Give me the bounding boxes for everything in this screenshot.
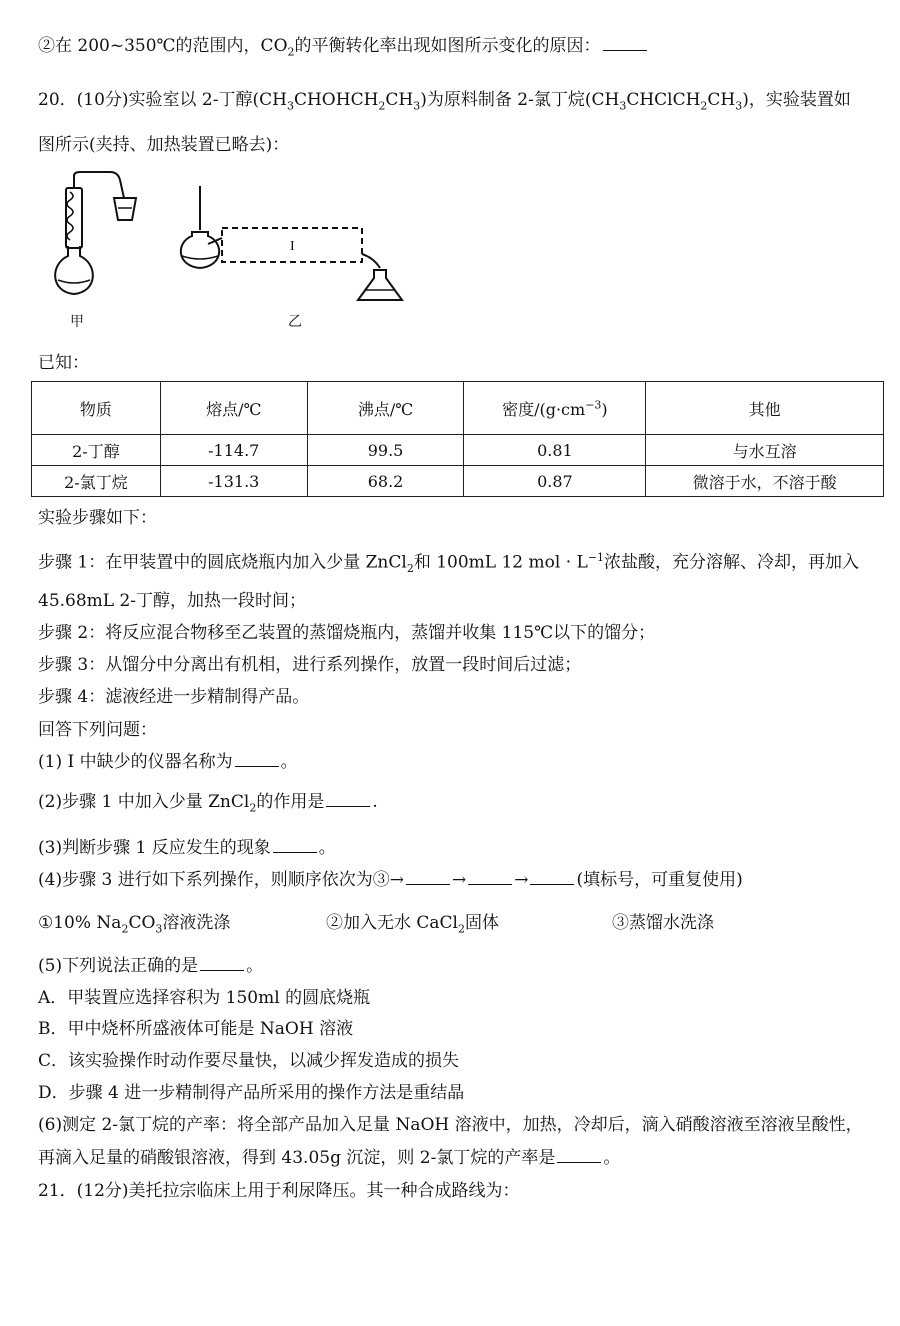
- step1-line2: 45.68mL 2-丁醇，加热一段时间；: [38, 591, 307, 611]
- q20-intro-line2: 图所示(夹持、加热装置已略去)：: [38, 135, 290, 155]
- apparatus-diagram: [40, 168, 410, 333]
- known-heading: 已知：: [38, 353, 89, 373]
- answer-blank: [557, 1146, 601, 1163]
- part5: (5)下列说法正确的是 。: [38, 956, 264, 976]
- part3: (3)判断步骤 1 反应发生的现象 。: [38, 838, 336, 858]
- step2: 步骤 2：将反应混合物移至乙装置的蒸馏烧瓶内，蒸馏并收集 115℃以下的馏分；: [38, 623, 656, 643]
- answer-blank: [468, 868, 512, 885]
- table-row: 2-氯丁烷 -131.3 68.2 0.87 微溶于水，不溶于酸: [32, 466, 884, 497]
- answer-blank: [530, 868, 574, 885]
- answer-blank: [406, 868, 450, 885]
- answer-blank: [326, 790, 370, 807]
- step4: 步骤 4：滤液经进一步精制得产品。: [38, 687, 310, 707]
- option-2: ②加入无水 CaCl$_2$固体: [326, 913, 499, 936]
- choice-c: C．该实验操作时动作要尽量快，以减少挥发造成的损失: [38, 1051, 460, 1071]
- answer-blank: [200, 954, 244, 971]
- part6-line2: 再滴入足量的硝酸银溶液，得到 43.05g 沉淀，则 2-氯丁烷的产率是 。: [38, 1148, 621, 1168]
- choice-a: A．甲装置应选择容积为 150ml 的圆底烧瓶: [38, 988, 371, 1008]
- part1: (1) I 中缺少的仪器名称为 。: [38, 752, 298, 772]
- apparatus-box-label: I: [290, 239, 295, 254]
- step1-line1: 步骤 1：在甲装置中的圆底烧瓶内加入少量 ZnCl$_2$和 100mL 12 mol · $L^{-1}$浓盐酸，充分溶解、冷却，再加入: [38, 551, 860, 576]
- properties-table: [31, 381, 884, 497]
- q21-intro: 21．(12分)美托拉宗临床上用于利尿降压。其一种合成路线为：: [38, 1181, 520, 1201]
- choice-d: D．步骤 4 进一步精制得产品所采用的操作方法是重结晶: [38, 1083, 465, 1103]
- choice-b: B．甲中烧杯所盛液体可能是 NaOH 溶液: [38, 1019, 354, 1039]
- q20-intro-line1: 20．(10分)实验室以 2-丁醇$(CH_3CHOHCH_2CH_3)$为原料制备 2-氯丁烷$(CH_3CHClCH_2CH_3)$，实验装置如: [38, 90, 851, 113]
- option-1: ①10% $Na_2CO_3$溶液洗涤: [38, 913, 231, 936]
- answer-title: 回答下列问题：: [38, 720, 157, 740]
- answer-blank: [603, 34, 647, 51]
- table-header-row: 物质 熔点/℃ 沸点/℃ 密度$/(g\cdot cm^{-3})$ 其他: [32, 382, 884, 435]
- apparatus-label-yi: 乙: [288, 315, 302, 330]
- answer-blank: [273, 836, 317, 853]
- option-3: ③蒸馏水洗涤: [612, 913, 714, 933]
- q19-item2: ②在 200~350℃的范围内，$CO_2$的平衡转化率出现如图所示变化的原因：: [38, 34, 649, 64]
- answer-blank: [235, 750, 279, 767]
- part6-line1: (6)测定 2-氯丁烷的产率：将全部产品加入足量 NaOH 溶液中，加热，冷却后，滴入硝酸溶液至溶液呈酸性，: [38, 1115, 863, 1135]
- apparatus-label-jia: 甲: [70, 315, 84, 330]
- steps-title: 实验步骤如下：: [38, 508, 157, 528]
- table-row: 2-丁醇 -114.7 99.5 0.81 与水互溶: [32, 435, 884, 466]
- part2: (2)步骤 1 中加入少量 ZnCl$_2$的作用是 .: [38, 792, 378, 815]
- step3: 步骤 3：从馏分中分离出有机相，进行系列操作，放置一段时间后过滤；: [38, 655, 582, 675]
- part4: (4)步骤 3 进行如下系列操作，则顺序依次为③→ → → (填标号，可重复使用): [38, 870, 743, 890]
